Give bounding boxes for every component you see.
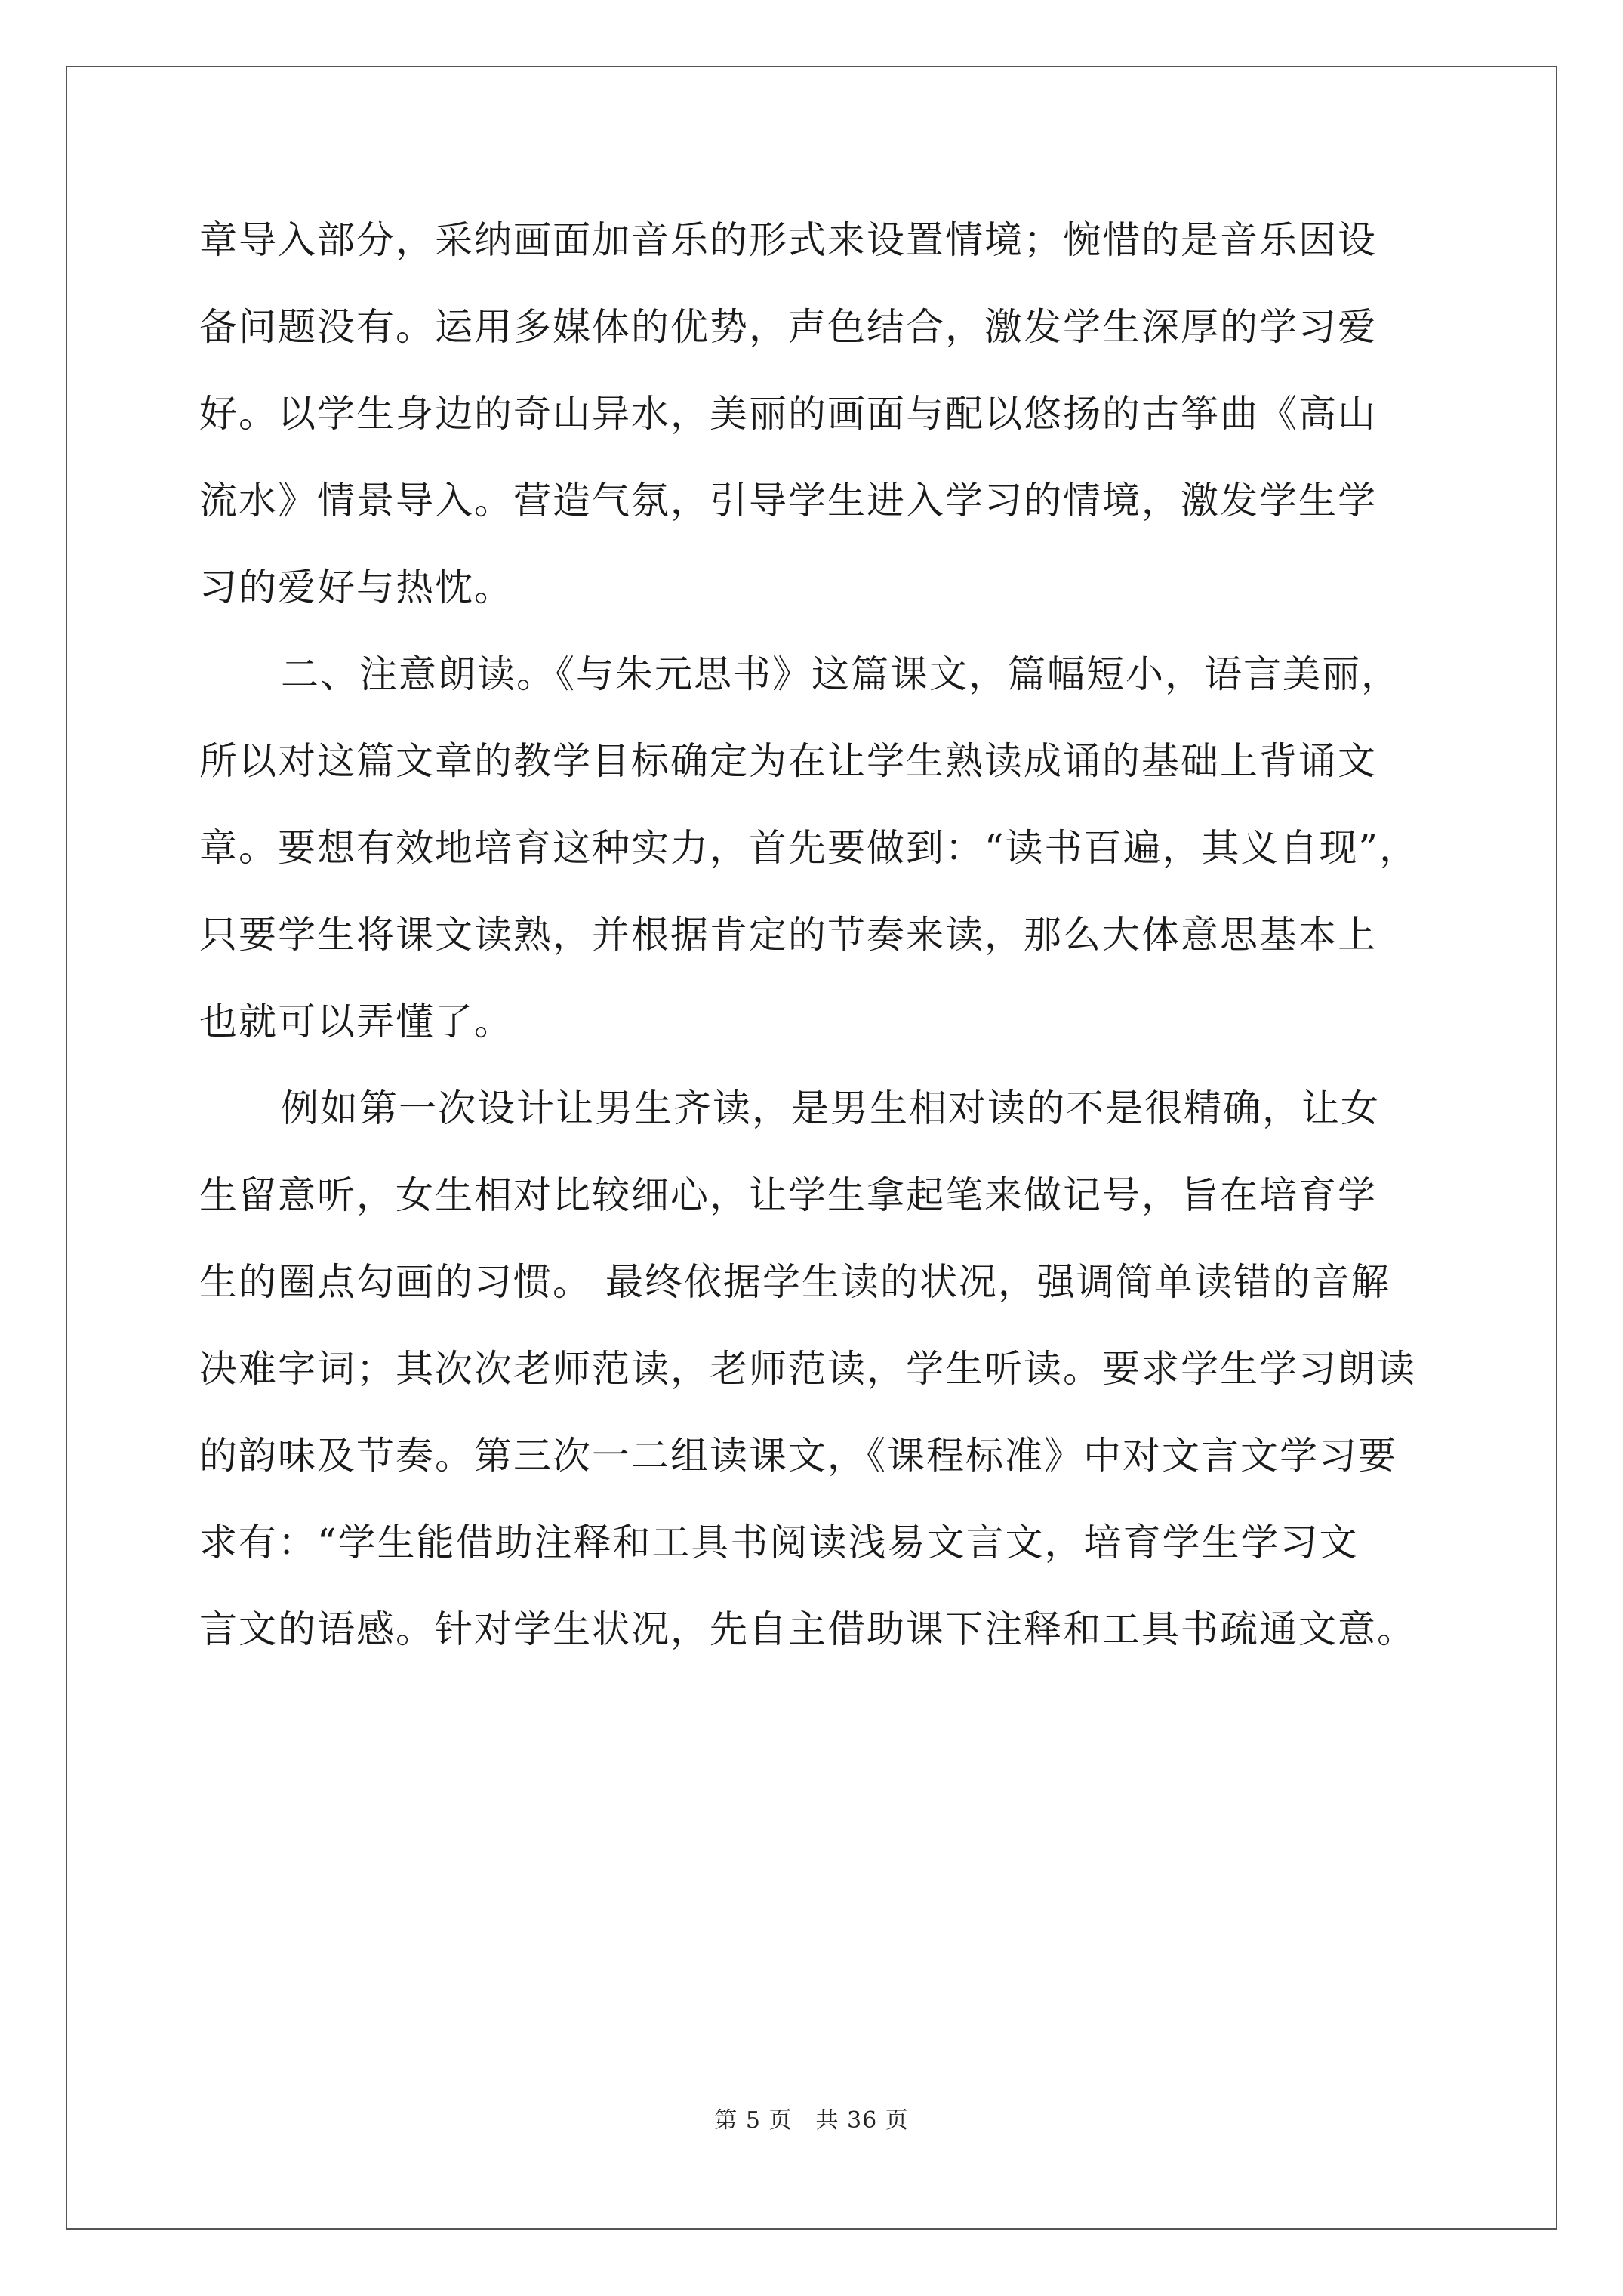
text-line: 备问题没有。运用多媒体的优势，声色结合，激发学生深厚的学习爱 [199,305,1377,349]
text-line: 生留意听，女生相对比较细心，让学生拿起笔来做记号，旨在培育学 [199,1173,1377,1217]
text-line: 的韵味及节奏。第三次一二组读课文，《课程标准》中对文言文学习要 [199,1434,1397,1478]
document-body [199,220,1437,1696]
paragraph [199,654,1437,1088]
text-line: 言文的语感。针对学生状况，先自主借助课下注释和工具书疏通文意。 [199,1607,1416,1651]
text-line: 章。要想有效地培育这种实力，首先要做到：“读书百遍，其义自现”， [199,826,1419,870]
text-line: 也就可以弄懂了。 [199,1000,513,1043]
text-line: 流水》情景导入。营造气氛，引导学生进入学习的情境，激发学生学 [199,479,1377,522]
text-line: 只要学生将课文读熟，并根据肯定的节奏来读，那么大体意思基本上 [199,913,1377,957]
paragraph [199,220,1437,654]
text-line: 例如第一次设计让男生齐读，是男生相对读的不是很精确，让女 [281,1086,1380,1130]
text-line: 生的圈点勾画的习惯。 最终依据学生读的状况，强调简单读错的音解 [199,1260,1390,1304]
text-line: 所以对这篇文章的教学目标确定为在让学生熟读成诵的基础上背诵文 [199,739,1377,783]
paragraph [199,1088,1437,1696]
text-line: 章导入部分，采纳画面加音乐的形式来设置情境；惋惜的是音乐因设 [199,218,1377,262]
text-line: 决难字词；其次次老师范读，老师范读，学生听读。要求学生学习朗读 [199,1347,1416,1391]
text-line: 求有：“学生能借助注释和工具书阅读浅易文言文，培育学生学习文 [199,1521,1359,1564]
text-line: 好。以学生身边的奇山异水，美丽的画面与配以悠扬的古筝曲《高山 [199,392,1377,436]
text-line: 习的爱好与热忱。 [199,566,513,609]
page-number: 第 5 页 共 36 页 [714,2107,909,2134]
text-line: 二、注意朗读。《与朱元思书》这篇课文，篇幅短小，语言美丽， [281,652,1400,696]
